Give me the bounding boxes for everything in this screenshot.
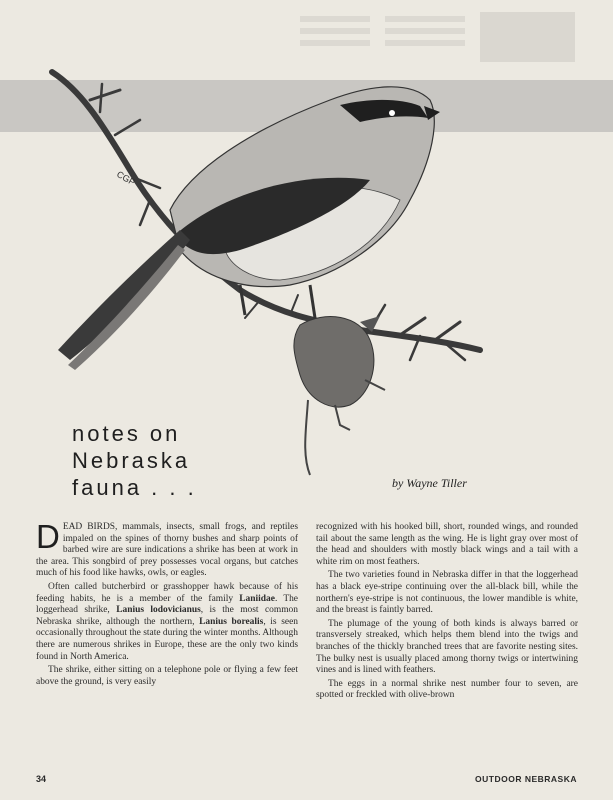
show-through-ghost: [300, 12, 580, 67]
species-name: Lanius borealis: [199, 616, 264, 627]
paragraph: The eggs in a normal shrike nest number four to seven, are spotted or freckled with olive-brown: [316, 678, 578, 701]
artist-signature: CGP: [115, 169, 137, 188]
impaled-mouse: [294, 316, 385, 475]
page-number: 34: [36, 774, 47, 784]
shrike-bird: [58, 87, 440, 370]
paragraph: The shrike, either sitting on a telephone pole or flying a few feet above the ground, is very easily: [36, 665, 298, 687]
paragraph: recognized with his hooked bill, short, rounded wings, and rounded tail about the same length as the wing. He is light gray over most of the head and shoulders with mostly black wings and a tail with a white rim on most feathers.: [316, 522, 578, 567]
drop-cap: D: [36, 518, 60, 555]
paragraph-text: . The loggerhead shrike,: [36, 593, 298, 616]
article-title: [72, 420, 197, 501]
paragraph: The plumage of the young of both kinds is always barred or transversely streaked, which helps them blend into the twigs and branches of the thickly branched trees that are favorite nesting sites. The bulky nest is usually placed among thorny twigs or intertwining vines and is lined with feathers.: [316, 618, 578, 676]
article-column-right: [316, 522, 578, 704]
shrike-illustration: [40, 60, 500, 480]
paragraph-text: , is seen occasionally throughout the state during the winter months. Although there are numerous shrikes in Europe, these are the only two kinds found in North America.: [36, 616, 298, 662]
species-name: Lanius lodovicianus: [116, 605, 201, 616]
paragraph-text: Often called butcherbird or grasshopper hawk because of his feeding habits, he is a member of the family: [36, 581, 298, 604]
paragraph-text: , mammals, insects, small frogs, and reptiles impaled on the spines of thorny bushes and sharp points of barbed wire are sure indications a shrike has been at work in the area. This songbird of prey possesses vocal organs, but catches much of his food like hawks, owls, or eagles.: [36, 522, 298, 579]
byline: by Wayne Tiller: [392, 476, 467, 490]
paragraph: [36, 582, 298, 663]
title-line-2: Nebraska: [72, 448, 191, 473]
lead-in: EAD BIRDS: [62, 522, 116, 532]
title-line-1: notes on: [72, 421, 181, 446]
paragraph: [36, 518, 298, 580]
title-line-3: fauna . . .: [72, 475, 197, 500]
family-name: Laniidae: [239, 593, 275, 604]
paragraph-text: , is the most common Nebraska shrike, although the northern,: [36, 605, 298, 627]
paragraph: The two varieties found in Nebraska differ in that the loggerhead has a black eye-stripe continuing over the all-black bill, while the northern's eye-stripe is not continuous, the lower mandible is white, and the breast is faintly barred.: [316, 570, 578, 616]
magazine-name: OUTDOOR NEBRASKA: [475, 774, 577, 784]
article-column-left: [36, 518, 298, 690]
